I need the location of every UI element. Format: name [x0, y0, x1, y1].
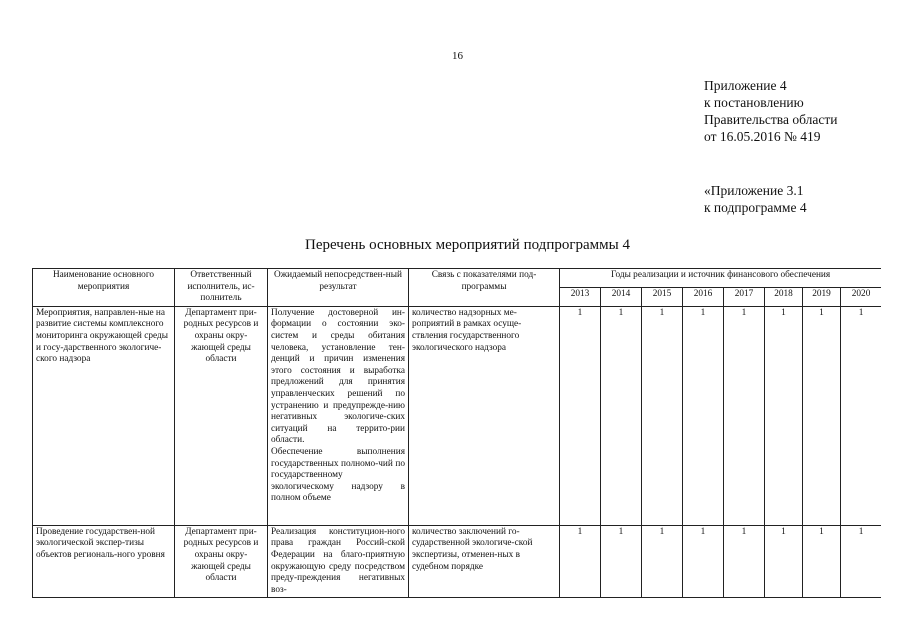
- table-row: [33, 525, 882, 598]
- row-year-value: 1: [601, 306, 642, 525]
- header-year: 2019: [803, 287, 841, 306]
- header-year: 2016: [683, 287, 724, 306]
- header-executor: Ответственный исполнитель, ис-полнитель: [175, 269, 268, 307]
- appendix-block: [704, 77, 837, 145]
- row-link: количество надзорных ме-роприятий в рамках осуще-ствления государственного экологического надзора: [409, 306, 560, 525]
- row-year-value: 1: [803, 306, 841, 525]
- row-result: Реализация конституцион-ного права граждан Россий-ской Федерации на благо-приятную окружающую среду посредством преду-преждения негативных воз-: [268, 525, 409, 598]
- header-years-group: Годы реализации и источник финансового обеспечения: [560, 269, 882, 288]
- appendix-line: от 16.05.2016 № 419: [704, 129, 821, 144]
- appendix-line: Приложение 4: [704, 78, 787, 93]
- row-year-value: 1: [642, 525, 683, 598]
- row-year-value: 1: [724, 525, 765, 598]
- row-year-value: 1: [683, 525, 724, 598]
- header-link: Связь с показателями под-программы: [409, 269, 560, 307]
- header-year: 2013: [560, 287, 601, 306]
- row-year-value: 1: [841, 306, 882, 525]
- row-year-value: 1: [724, 306, 765, 525]
- appendix-line: к постановлению: [704, 95, 804, 110]
- row-year-value: 1: [765, 525, 803, 598]
- sub-appendix-block: [704, 182, 807, 216]
- row-link: количество заключений го-сударственной экологиче-ской экспертизы, отменен-ных в судебном порядке: [409, 525, 560, 598]
- header-result: Ожидаемый непосредствен-ный результат: [268, 269, 409, 307]
- header-year: 2017: [724, 287, 765, 306]
- document-title: Перечень основных мероприятий подпрограммы 4: [305, 237, 630, 253]
- header-year: 2018: [765, 287, 803, 306]
- measures-table: [32, 268, 881, 640]
- row-executor: Департамент при-родных ресурсов и охраны окру-жающей среды области: [175, 525, 268, 598]
- row-year-value: 1: [560, 306, 601, 525]
- sub-appendix-line: к подпрограмме 4: [704, 200, 807, 215]
- sub-appendix-line: «Приложение 3.1: [704, 183, 804, 198]
- header-year: 2015: [642, 287, 683, 306]
- row-result-text: Получение достоверной ин-формации о состоянии эко-систем и среды обитания человека, установление тен-денций и причин изменения этого состояния и выработка предложений для принятия управленческих решений по устранению и предупрежде-нию негативных экологиче-ских ситуаций на террито-рии области.: [271, 307, 405, 446]
- row-year-value: 1: [683, 306, 724, 525]
- row-year-value: 1: [560, 525, 601, 598]
- header-year: 2020: [841, 287, 882, 306]
- row-year-value: 1: [841, 525, 882, 598]
- header-year: 2014: [601, 287, 642, 306]
- row-year-value: 1: [601, 525, 642, 598]
- header-name: Наименование основного мероприятия: [33, 269, 175, 307]
- appendix-line: Правительства области: [704, 112, 838, 127]
- row-result-text-2: Обеспечение выполнения государственных полномо-чий по государственному экологическому надзору в полном объеме: [271, 446, 405, 504]
- table-row: [33, 306, 882, 525]
- row-year-value: 1: [642, 306, 683, 525]
- row-year-value: 1: [765, 306, 803, 525]
- row-year-value: 1: [803, 525, 841, 598]
- row-result: [268, 306, 409, 525]
- row-name: Мероприятия, направлен-ные на развитие системы комплексного мониторинга окружающей среды и госу-дарственного экологиче-ского надзора: [33, 306, 175, 525]
- row-executor: Департамент при-родных ресурсов и охраны окру-жающей среды области: [175, 306, 268, 525]
- page-number: 16: [452, 50, 463, 62]
- row-name: Проведение государствен-ной экологической экспер-тизы объектов региональ-ного уровня: [33, 525, 175, 598]
